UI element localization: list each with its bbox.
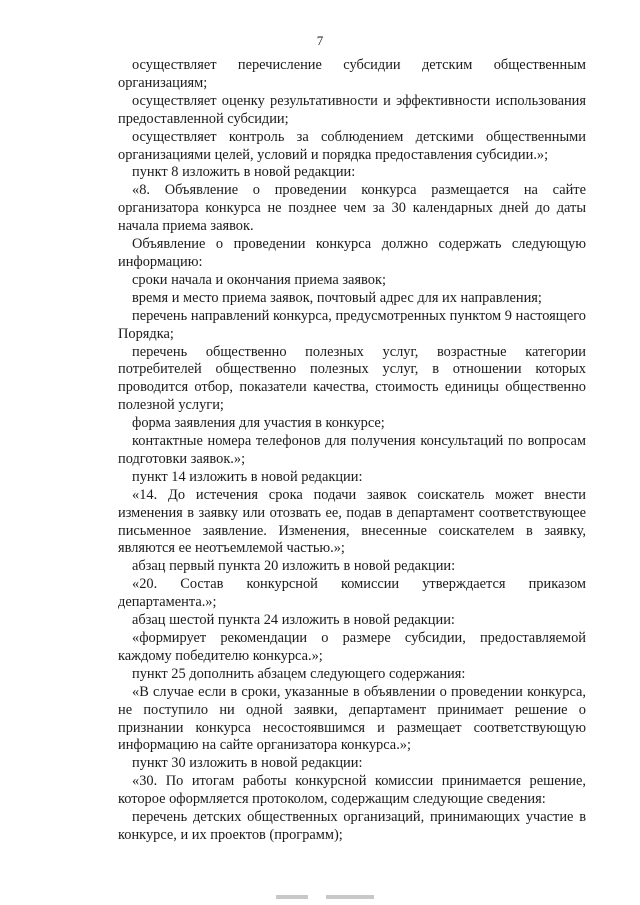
- paragraph: контактные номера телефонов для получения консультаций по вопросам подготовки заявок.»;: [118, 433, 586, 467]
- paragraph: пункт 30 изложить в новой редакции:: [132, 755, 363, 772]
- paragraph: перечень детских общественных организаций, принимающих участие в конкурсе, и их проектов (программ);: [118, 809, 586, 843]
- paragraph: осуществляет оценку результативности и эффективности использования предоставленной субсидии;: [118, 92, 586, 127]
- paragraph: форма заявления для участия в конкурсе;: [132, 415, 385, 432]
- paragraph: «20. Состав конкурсной комиссии утверждается приказом департамента.»;: [118, 576, 586, 611]
- paragraph: «8. Объявление о проведении конкурса размещается на сайте организатора конкурса не позднее чем за 30 календарных дней до даты начала приема заявок.: [118, 182, 586, 235]
- paragraph: «В случае если в сроки, указанные в объявлении о проведении конкурса, не поступило ни одной заявки, департамент принимает решение о признании конкурса несостоявшимся и размещает соответствующую информацию на сайте организатора конкурса.»;: [118, 683, 586, 754]
- page-number: 7: [316, 33, 324, 48]
- scan-mark: [326, 895, 374, 899]
- paragraph: осуществляет контроль за соблюдением детскими общественными организациями целей, условий и порядка предоставления субсидии.»;: [118, 128, 586, 163]
- paragraph: перечень направлений конкурса, предусмотренных пунктом 9 настоящего Порядка;: [118, 307, 586, 342]
- paragraph: «формирует рекомендации о размере субсидии, предоставляемой каждому победителю конкурса.»;: [118, 630, 586, 664]
- paragraph: время и место приема заявок, почтовый адрес для их направления;: [132, 289, 542, 306]
- paragraph: пункт 14 изложить в новой редакции:: [132, 468, 363, 485]
- paragraph: абзац первый пункта 20 изложить в новой редакции:: [132, 558, 456, 575]
- paragraph: «30. По итогам работы конкурсной комиссии принимается решение, которое оформляется протоколом, содержащим следующие сведения:: [118, 773, 586, 808]
- paragraph: пункт 25 дополнить абзацем следующего содержания:: [132, 665, 466, 682]
- paragraph: Объявление о проведении конкурса должно содержать следующую информацию:: [118, 236, 586, 270]
- document-body: [118, 57, 586, 845]
- paragraph: осуществляет перечисление субсидии детским общественным организациям;: [118, 57, 586, 91]
- paragraph: абзац шестой пункта 24 изложить в новой редакции:: [132, 612, 455, 629]
- paragraph: сроки начала и окончания приема заявок;: [132, 271, 386, 288]
- paragraph: перечень общественно полезных услуг, возрастные категории потребителей общественно полезных услуг, в отношении которых проводится отбор, показатели качества, стоимость единицы общественно полезной услуги;: [118, 343, 586, 414]
- scan-mark: [276, 895, 308, 899]
- paragraph: «14. До истечения срока подачи заявок соискатель может внести изменения в заявку или отозвать ее, подав в департамент соответствующее письменное заявление. Изменения, внесенные соискателем в заявку, являются ее неотъемлемой частью.»;: [118, 486, 586, 557]
- paragraph: пункт 8 изложить в новой редакции:: [132, 164, 356, 181]
